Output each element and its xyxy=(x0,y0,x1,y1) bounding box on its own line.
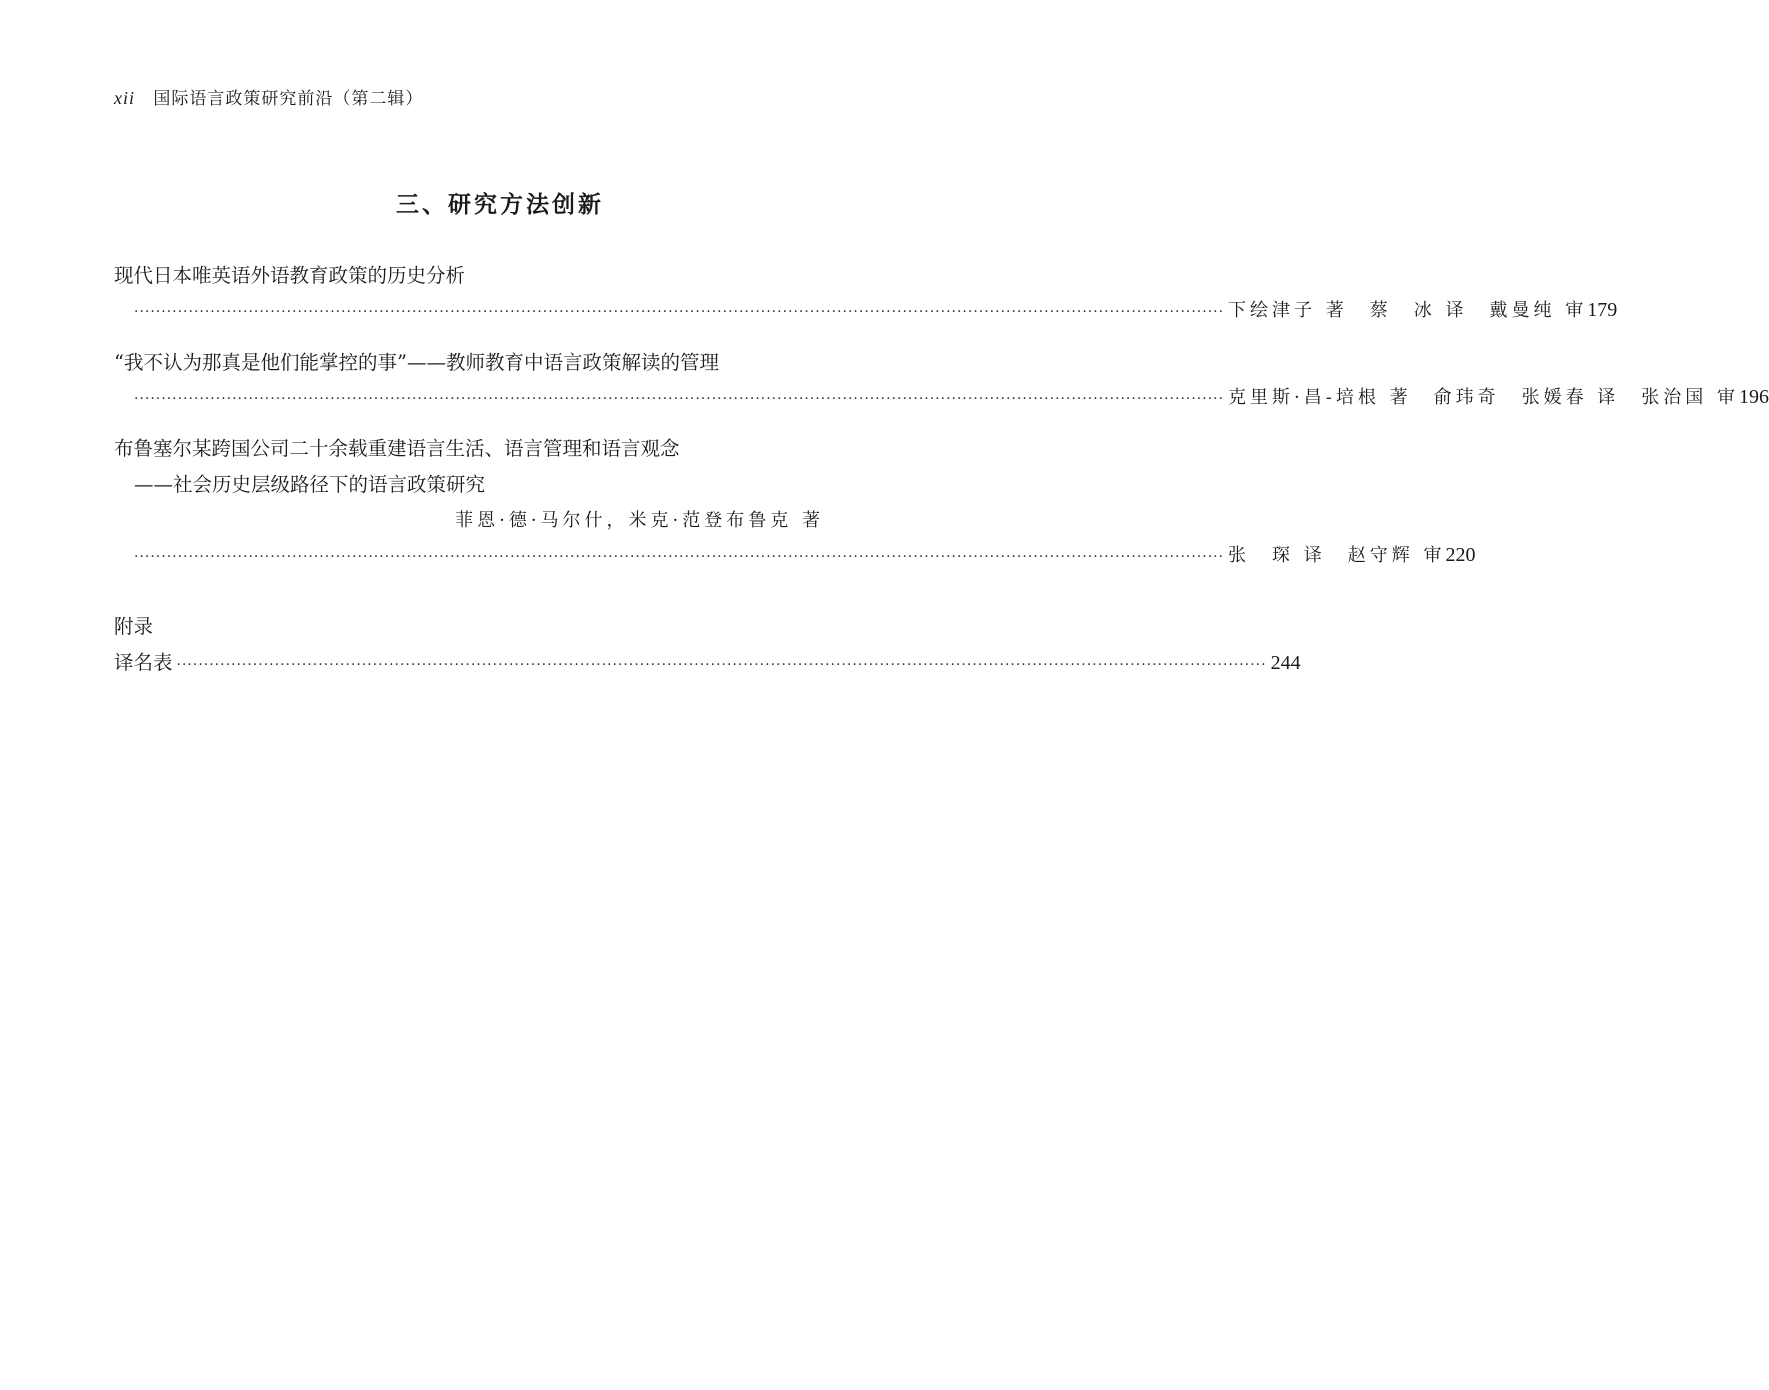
dot-leader: ········································································································································································································ xyxy=(134,391,1225,407)
toc-entry-title[interactable]: 布鲁塞尔某跨国公司二十余载重建语言生活、语言管理和语言观念 xyxy=(114,437,680,460)
toc-entry-page[interactable]: 196 xyxy=(1739,386,1769,408)
running-header xyxy=(114,84,423,109)
toc-entry-credits: 克里斯·昌-培根 著 俞玮奇 张媛春 译 张治国 审 xyxy=(1228,387,1740,408)
header-book-title: 国际语言政策研究前沿（第二辑） xyxy=(153,89,424,109)
appendix-entry[interactable] xyxy=(114,647,1301,675)
dot-leader: ········································································································································································································ xyxy=(134,304,1225,320)
toc-entry-title[interactable]: 现代日本唯英语外语教育政策的历史分析 xyxy=(114,264,466,287)
toc-entry-authors: 菲恩·德·马尔什，米克·范登布鲁克 著 xyxy=(455,510,824,531)
toc-entry-page[interactable]: 179 xyxy=(1587,299,1618,321)
dot-leader: ········································································································································································································ xyxy=(176,657,1267,673)
toc-entry-leader xyxy=(134,296,1618,322)
toc-entry-leader xyxy=(134,383,1769,409)
toc-entry-leader xyxy=(134,541,1476,567)
toc-entry-credits: 下绘津子 著 蔡 冰 译 戴曼纯 审 xyxy=(1228,300,1588,321)
toc-entry-credits: 张 琛 译 赵守辉 审 xyxy=(1228,545,1446,566)
toc-entry-title[interactable]: “我不认为那真是他们能掌控的事”——教师教育中语言政策解读的管理 xyxy=(114,351,719,374)
appendix-heading: 附录 xyxy=(114,615,154,638)
section-title: 三、研究方法创新 xyxy=(396,192,604,218)
appendix-item-page[interactable]: 244 xyxy=(1270,652,1301,674)
dot-leader: ········································································································································································································ xyxy=(134,549,1225,565)
appendix-item-label: 译名表 xyxy=(114,651,173,674)
toc-entry-page[interactable]: 220 xyxy=(1445,544,1476,566)
header-page-number: xii xyxy=(114,88,135,108)
toc-entry-subtitle: ——社会历史层级路径下的语言政策研究 xyxy=(134,473,486,496)
